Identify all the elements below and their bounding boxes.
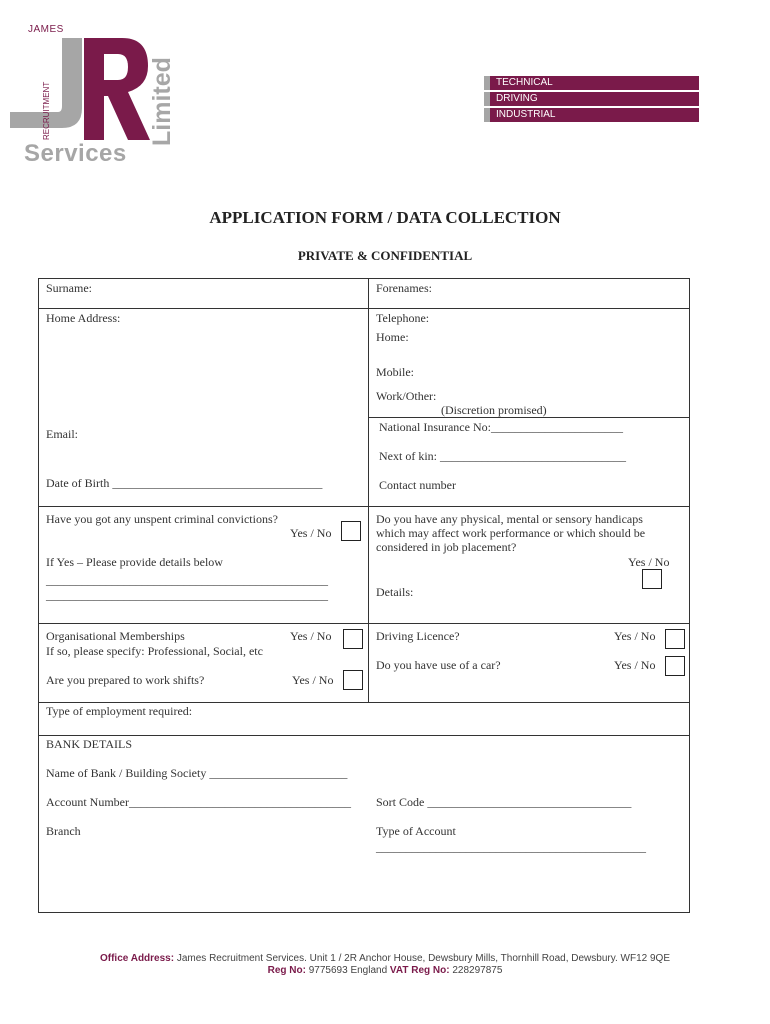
forenames-label: Forenames: [376,281,432,295]
account-number-label: Account Number_____________________________________ [46,795,351,809]
page-subtitle: PRIVATE & CONFIDENTIAL [297,248,473,263]
criminal-yes-no: Yes / No [290,526,332,540]
next-of-kin-label: Next of kin: _______________________________ [379,449,626,463]
banner-technical: TECHNICAL [484,76,699,90]
reg-no-text: 9775693 England [305,965,390,976]
office-address-label: Office Address: [99,953,175,964]
vat-reg-label: VAT Reg No: [389,965,450,976]
telephone-label: Telephone: [376,311,430,325]
home-address-label: Home Address: [46,311,121,325]
car-use-question: Do you have use of a car? [376,658,501,672]
shifts-question: Are you prepared to work shifts? [46,673,205,687]
logo-james-text: JAMES [28,24,64,35]
criminal-convictions-checkbox[interactable] [341,521,361,541]
logo-recruitment-text: RECRUITMENT [42,81,51,140]
email-label: Email: [46,427,78,441]
branch-label: Branch [46,824,81,838]
type-of-account-label: Type of Account [376,824,456,838]
vat-reg-text: 228297875 [449,965,503,976]
date-of-birth-label: Date of Birth ___________________________________ [46,476,323,490]
memberships-yes-no: Yes / No [290,629,332,643]
shifts-checkbox[interactable] [343,670,363,690]
reg-no-label: Reg No: [267,965,306,976]
logo-limited-text: Limited [148,57,176,146]
handicap-question-line-2: which may affect work performance or which should be [376,526,646,540]
memberships-checkbox[interactable] [343,629,363,649]
details-line-2: _______________________________________________ [46,588,328,602]
handicap-question-line-3: considered in job placement? [376,540,517,554]
surname-label: Surname: [46,281,92,295]
ni-number-label: National Insurance No:______________________ [379,420,623,434]
footer-address [0,953,770,964]
page-title: APPLICATION FORM / DATA COLLECTION [209,208,561,227]
office-address-text: James Recruitment Services. Unit 1 / 2R Anchor House, Dewsbury Mills, Thornhill Road, Dewsbury. WF12 9QE [174,953,670,964]
sort-code-label: Sort Code __________________________________ [376,795,632,809]
handicap-question-line-1: Do you have any physical, mental or sensory handicaps [376,512,643,526]
criminal-convictions-question: Have you got any unspent criminal convictions? [46,512,278,526]
home-phone-label: Home: [376,330,409,344]
banner-industrial: INDUSTRIAL [484,108,699,122]
shifts-yes-no: Yes / No [292,673,334,687]
if-yes-details-label: If Yes – Please provide details below [46,555,223,569]
car-use-yes-no: Yes / No [614,658,656,672]
contact-number-label: Contact number [379,478,456,492]
handicap-yes-no: Yes / No [628,555,670,569]
memberships-specify-label: If so, please specify: Professional, Social, etc [46,644,263,658]
banner-driving: DRIVING [484,92,699,106]
employment-type-label: Type of employment required: [46,704,193,718]
work-phone-label: Work/Other: [376,389,437,403]
type-of-account-line: _____________________________________________ [376,840,646,854]
bank-name-label: Name of Bank / Building Society _______________________ [46,766,348,780]
memberships-label: Organisational Memberships [46,629,185,643]
bank-details-heading: BANK DETAILS [46,737,133,751]
car-use-checkbox[interactable] [665,656,685,676]
discretion-note: (Discretion promised) [441,403,547,417]
driving-licence-checkbox[interactable] [665,629,685,649]
handicap-details-label: Details: [376,585,414,599]
footer-registration [0,965,770,976]
details-line-1: _______________________________________________ [46,573,328,587]
logo-services-text: Services [24,140,127,167]
driving-licence-question: Driving Licence? [376,629,460,643]
handicap-checkbox[interactable] [642,569,662,589]
mobile-phone-label: Mobile: [376,365,414,379]
driving-licence-yes-no: Yes / No [614,629,656,643]
